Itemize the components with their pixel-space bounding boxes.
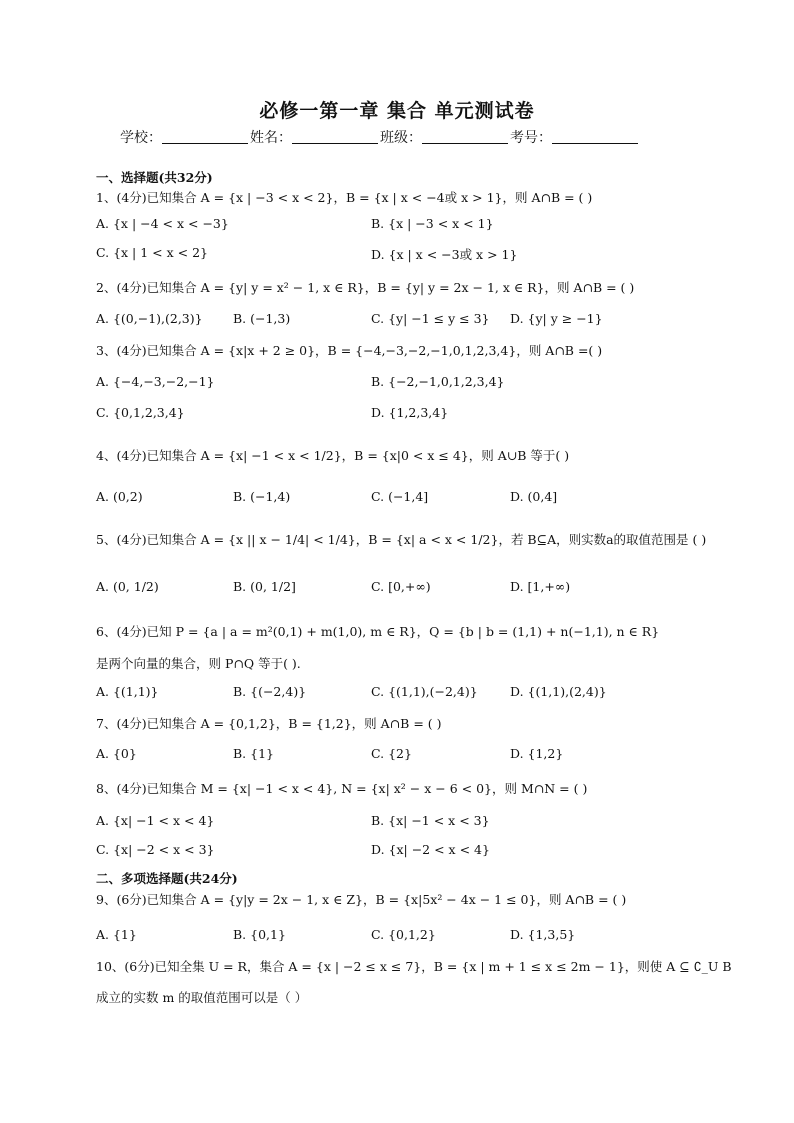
question-4-option-d[interactable]: D. (0,4] [510, 489, 558, 504]
question-2-option-a[interactable]: A. {(0,−1),(2,3)} [96, 311, 203, 326]
question-7-option-c[interactable]: C. {2} [371, 746, 412, 761]
question-1-stem: 1、(4分)已知集合 A = {x | −3 < x < 2}，B = {x | x < −4或 x > 1}，则 A∩B = ( ) [96, 190, 593, 205]
id-label: 考号： [510, 130, 552, 146]
question-9-option-d[interactable]: D. {1,3,5} [510, 927, 576, 942]
question-5-option-d[interactable]: D. [1,+∞) [510, 579, 571, 594]
student-info-line [120, 127, 680, 147]
question-8-option-d[interactable]: D. {x| −2 < x < 4} [371, 842, 490, 857]
question-6-option-b[interactable]: B. {(−2,4)} [233, 684, 307, 699]
question-7-option-a[interactable]: A. {0} [96, 746, 137, 761]
question-2-stem: 2、(4分)已知集合 A = {y| y = x² − 1, x ∈ R}，B = {y| y = 2x − 1, x ∈ R}，则 A∩B = ( ) [96, 280, 635, 295]
question-5-option-a[interactable]: A. (0, 1/2) [96, 579, 159, 594]
question-4-option-c[interactable]: C. (−1,4] [371, 489, 429, 504]
question-5-stem: 5、(4分)已知集合 A = {x || x − 1/4| < 1/4}，B = {x| a < x < 1/2}，若 B⊆A，则实数a的取值范围是 ( ) [96, 532, 707, 547]
question-3-option-c[interactable]: C. {0,1,2,3,4} [96, 405, 185, 420]
question-4-option-a[interactable]: A. (0,2) [96, 489, 143, 504]
question-1-option-d[interactable]: D. {x | x < −3或 x > 1} [371, 247, 518, 262]
question-5-option-b[interactable]: B. (0, 1/2] [233, 579, 296, 594]
question-3-option-d[interactable]: D. {1,2,3,4} [371, 405, 449, 420]
question-10-stem-continued: 成立的实数 m 的取值范围可以是（ ） [96, 990, 308, 1005]
question-9-stem: 9、(6分)已知集合 A = {y|y = 2x − 1, x ∈ Z}，B = {x|5x² − 4x − 1 ≤ 0}，则 A∩B = ( ) [96, 892, 627, 907]
question-2-option-d[interactable]: D. {y| y ≥ −1} [510, 311, 603, 326]
question-6-option-d[interactable]: D. {(1,1),(2,4)} [510, 684, 607, 699]
question-7-option-d[interactable]: D. {1,2} [510, 746, 564, 761]
question-2-option-c[interactable]: C. {y| −1 ≤ y ≤ 3} [371, 311, 490, 326]
class-blank[interactable] [422, 129, 508, 144]
question-4-option-b[interactable]: B. (−1,4) [233, 489, 291, 504]
name-blank[interactable] [292, 129, 378, 144]
question-2-option-b[interactable]: B. (−1,3) [233, 311, 291, 326]
question-7-option-b[interactable]: B. {1} [233, 746, 274, 761]
question-1-option-a[interactable]: A. {x | −4 < x < −3} [96, 216, 229, 231]
question-8-option-b[interactable]: B. {x| −1 < x < 3} [371, 813, 490, 828]
question-1-option-b[interactable]: B. {x | −3 < x < 1} [371, 216, 494, 231]
question-6-option-a[interactable]: A. {(1,1)} [96, 684, 159, 699]
school-blank[interactable] [162, 129, 248, 144]
class-label: 班级： [380, 130, 422, 146]
question-9-option-c[interactable]: C. {0,1,2} [371, 927, 436, 942]
question-8-option-a[interactable]: A. {x| −1 < x < 4} [96, 813, 215, 828]
question-9-option-a[interactable]: A. {1} [96, 927, 137, 942]
section-heading-multiple-choice: 二、多项选择题(共24分) [96, 871, 238, 886]
question-3-stem: 3、(4分)已知集合 A = {x|x + 2 ≥ 0}，B = {−4,−3,−2,−1,0,1,2,3,4}，则 A∩B =( ) [96, 343, 603, 358]
question-3-option-a[interactable]: A. {−4,−3,−2,−1} [96, 374, 215, 389]
school-label: 学校： [120, 130, 162, 146]
name-label: 姓名： [250, 130, 292, 146]
question-6-stem-continued: 是两个向量的集合，则 P∩Q 等于( ). [96, 656, 301, 671]
question-10-stem: 10、(6分)已知全集 U = R，集合 A = {x | −2 ≤ x ≤ 7}，B = {x | m + 1 ≤ x ≤ 2m − 1}，则使 A ⊆ ∁_U B [96, 959, 732, 974]
question-4-stem: 4、(4分)已知集合 A = {x| −1 < x < 1/2}，B = {x|0 < x ≤ 4}，则 A∪B 等于( ) [96, 448, 570, 463]
question-7-stem: 7、(4分)已知集合 A = {0,1,2}，B = {1,2}，则 A∩B = ( ) [96, 716, 442, 731]
question-6-stem: 6、(4分)已知 P = {a | a = m²(0,1) + m(1,0), m ∈ R}，Q = {b | b = (1,1) + n(−1,1), n ∈ R} [96, 624, 660, 639]
question-9-option-b[interactable]: B. {0,1} [233, 927, 286, 942]
question-1-option-c[interactable]: C. {x | 1 < x < 2} [96, 245, 208, 260]
question-5-option-c[interactable]: C. [0,+∞) [371, 579, 431, 594]
question-6-option-c[interactable]: C. {(1,1),(−2,4)} [371, 684, 478, 699]
id-blank[interactable] [552, 129, 638, 144]
section-heading-single-choice: 一、选择题(共32分) [96, 170, 213, 185]
question-3-option-b[interactable]: B. {−2,−1,0,1,2,3,4} [371, 374, 505, 389]
question-8-stem: 8、(4分)已知集合 M = {x| −1 < x < 4}, N = {x| x² − x − 6 < 0}，则 M∩N = ( ) [96, 781, 588, 796]
question-8-option-c[interactable]: C. {x| −2 < x < 3} [96, 842, 215, 857]
page-title: 必修一第一章 集合 单元测试卷 [259, 100, 535, 122]
